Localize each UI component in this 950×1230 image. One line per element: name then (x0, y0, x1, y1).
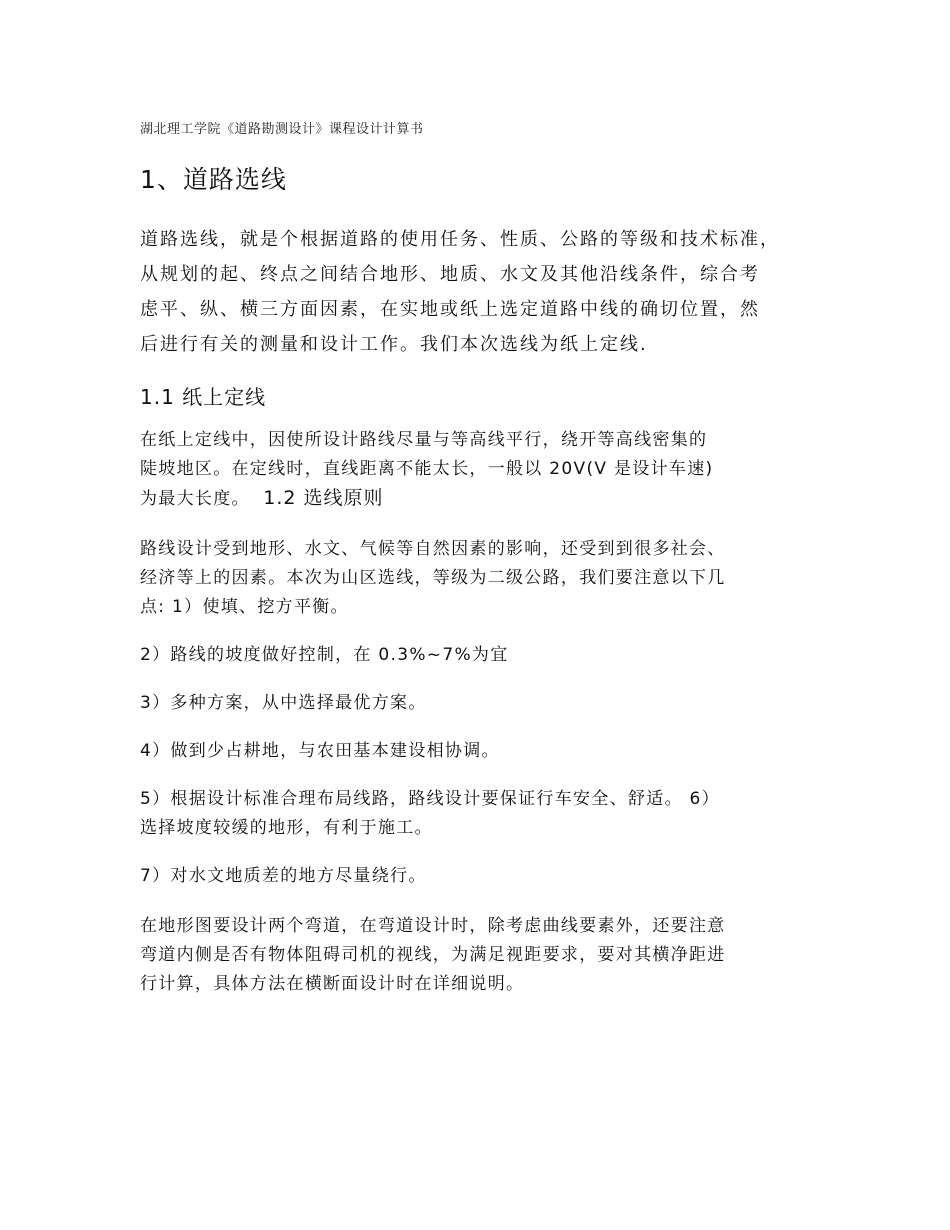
principle-item: 3）多种方案，从中选择最优方案。 (140, 693, 427, 713)
principle-item-5-6 (140, 785, 840, 843)
text-line: 经济等上的因素。本次为山区选线，等级为二级公路，我们要注意以下几 (140, 568, 726, 588)
text-line: 点: 1）使填、挖方平衡。 (140, 597, 349, 617)
principle-item: 2）路线的坡度做好控制，在 0.3%~7%为宜 (140, 645, 509, 665)
text-line: 5）根据设计标准合理布局线路，路线设计要保证行车安全、舒适。 6） (140, 789, 720, 809)
running-header: 湖北理工学院《道路勘测设计》课程设计计算书 (140, 122, 424, 137)
text-line: 虑平、纵、横三方面因素，在实地或纸上选定道路中线的确切位置，然 (140, 299, 760, 320)
text-line: 道路选线，就是个根据道路的使用任务、性质、公路的等级和技术标准， (140, 229, 780, 250)
subsection-1-1-paragraph (140, 426, 840, 514)
text-line: 在纸上定线中，因使所设计路线尽量与等高线平行，绕开等高线密集的 (140, 430, 708, 450)
section-intro-paragraph (140, 222, 840, 362)
document-body (140, 160, 840, 999)
text-line: 陡坡地区。在定线时，直线距离不能太长，一般以 20V(V 是设计车速) (140, 459, 714, 479)
section-title: 1、道路选线 (140, 165, 287, 194)
text-line: 路线设计受到地形、水文、气候等自然因素的影响，还受到到很多社会、 (140, 539, 726, 559)
text-fragment: 为最大长度。 (140, 489, 250, 509)
text-line: 行计算，具体方法在横断面设计时在详细说明。 (140, 974, 525, 994)
text-line: 从规划的起、终点之间结合地形、地质、水文及其他沿线条件，综合考 (140, 264, 760, 285)
subsection-1-2-intro-paragraph (140, 535, 840, 622)
subsection-title-1-1: 1.1 纸上定线 (140, 385, 267, 409)
curve-design-paragraph (140, 912, 840, 999)
text-line-with-heading (140, 484, 840, 514)
principle-item: 7）对水文地质差的地方尽量绕行。 (140, 866, 427, 886)
text-line: 弯道内侧是否有物体阻碍司机的视线，为满足视距要求，要对其横净距进 (140, 945, 726, 965)
text-line: 后进行有关的测量和设计工作。我们本次选线为纸上定线. (140, 334, 648, 355)
subsection-title-1-2: 1.2 选线原则 (263, 487, 384, 509)
principle-item: 4）做到少占耕地，与农田基本建设相协调。 (140, 741, 500, 761)
text-line: 在地形图要设计两个弯道，在弯道设计时，除考虑曲线要素外，还要注意 (140, 916, 726, 936)
text-line: 选择坡度较缓的地形，有利于施工。 (140, 818, 433, 838)
